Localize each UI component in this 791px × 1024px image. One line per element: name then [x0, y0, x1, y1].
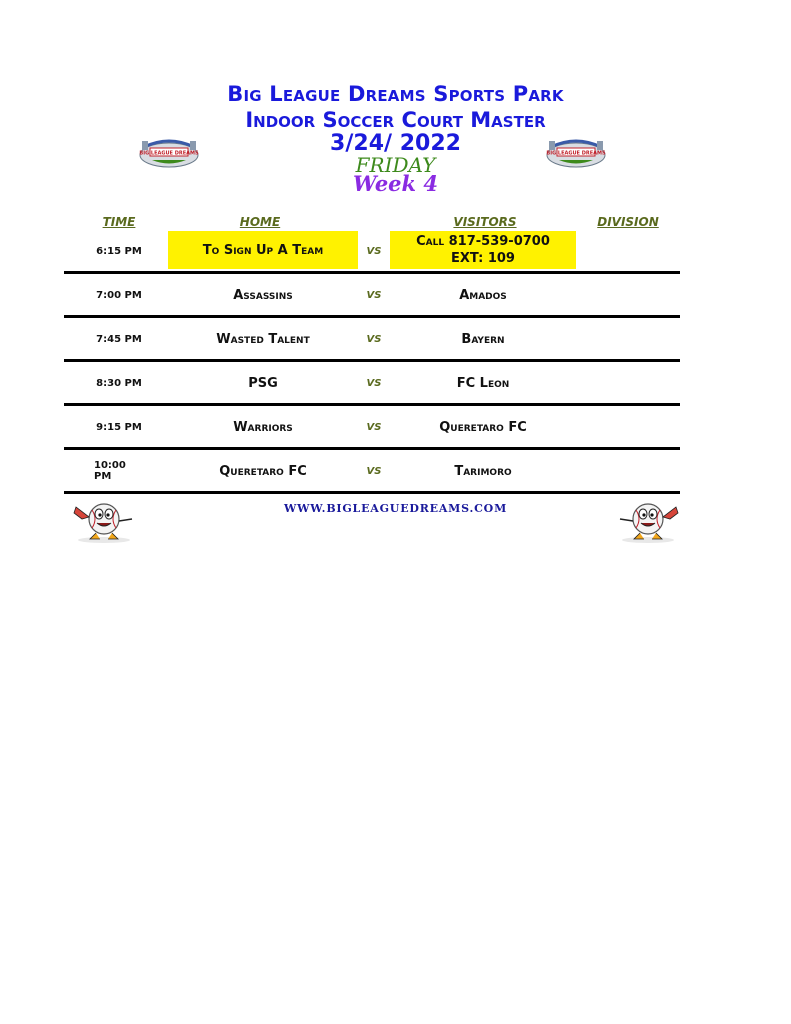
visitor-team: Tarimoro [454, 463, 512, 479]
game-row [64, 229, 680, 273]
visitor-team: Amados [459, 287, 507, 303]
svg-text:BIG LEAGUE DREAMS: BIG LEAGUE DREAMS [139, 150, 199, 157]
home-team: Wasted Talent [216, 331, 310, 347]
home-team: To Sign Up A Team [168, 231, 358, 269]
visitor-team: Queretaro FC [439, 419, 527, 435]
vs-label: VS [366, 421, 382, 433]
game-time: 7:45 PM [96, 333, 142, 345]
visitor-team [390, 231, 576, 269]
big-league-dreams-logo-left [138, 133, 200, 169]
vs-label: VS [366, 333, 382, 345]
game-time: 8:30 PM [96, 377, 142, 389]
visitor-line-2: EXT: 109 [451, 251, 515, 266]
visitor-team: FC Leon [456, 375, 510, 391]
game-time: 7:00 PM [96, 289, 142, 301]
home-team: PSG [248, 375, 278, 391]
visitor-line-1: Call 817-539-0700 [416, 234, 550, 249]
game-time: 6:15 PM [96, 245, 142, 257]
column-header-time: TIME [102, 215, 136, 229]
vs-label: VS [366, 465, 382, 477]
column-header-visitors: VISITORS [453, 215, 517, 229]
vs-label: VS [366, 377, 382, 389]
big-league-dreams-logo-right [545, 133, 607, 169]
column-header-home: HOME [239, 215, 281, 229]
website-url: WWW.BIGLEAGUEDREAMS.COM [283, 502, 508, 515]
column-header-division: DIVISION [597, 215, 659, 229]
game-time: 10:00 PM [94, 460, 126, 482]
schedule-week: Week 4 [352, 171, 439, 196]
baseball-mascot-icon-right [612, 497, 684, 543]
home-team: Assassins [233, 287, 293, 303]
visitor-team: Bayern [461, 331, 505, 347]
game-row [64, 273, 680, 317]
home-team: Warriors [233, 419, 293, 435]
game-row [64, 361, 680, 405]
title-park-name: Big League Dreams Sports Park [227, 82, 564, 106]
game-time: 9:15 PM [96, 421, 142, 433]
vs-label: VS [366, 245, 382, 257]
schedule-date: 3/24/ 2022 [330, 131, 461, 156]
schedule-day: FRIDAY [355, 153, 436, 177]
home-team: Queretaro FC [219, 463, 307, 479]
baseball-mascot-icon-left [68, 497, 140, 543]
game-row [64, 317, 680, 361]
game-row [64, 405, 680, 449]
svg-text:BIG LEAGUE DREAMS: BIG LEAGUE DREAMS [546, 150, 606, 157]
title-court-master: Indoor Soccer Court Master [245, 108, 546, 132]
row-divider [64, 491, 680, 494]
vs-label: VS [366, 289, 382, 301]
game-row [64, 449, 680, 493]
